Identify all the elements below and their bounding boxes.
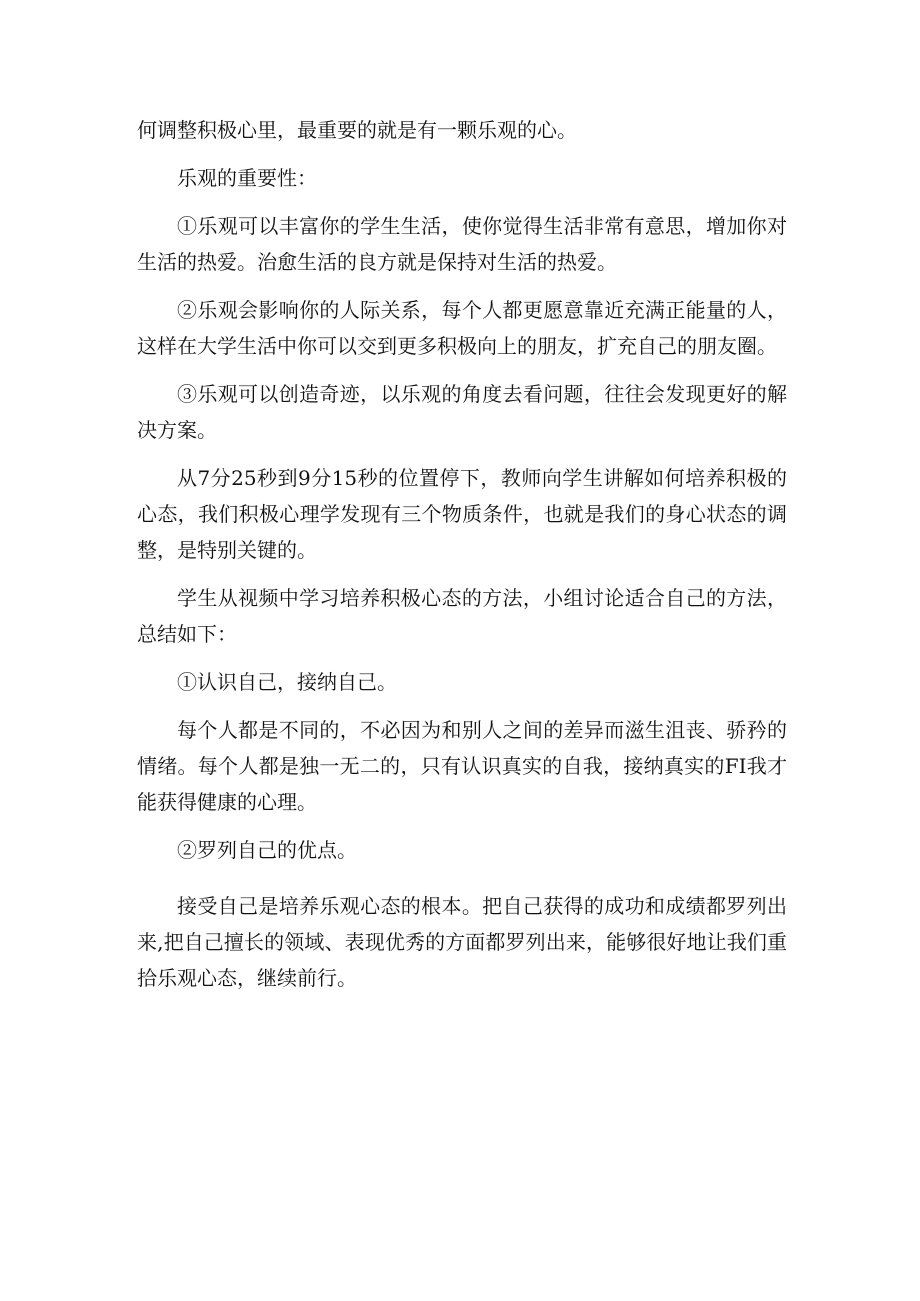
paragraph-continuation: 何调整积极心里，最重要的就是有一颗乐观的心。: [137, 118, 577, 142]
paragraph-video-segment: 从7分25秒到9分15秒的位置停下，教师向学生讲解如何培养积极的心态，我们积极心理学发现有三个物质条件，也就是我们的身心状态的调整，是特别关键的。: [137, 466, 787, 562]
paragraph-method-1-body: 每个人都是不同的，不必因为和别人之间的差异而滋生沮丧、骄矜的情绪。每个人都是独一无二的，只有认识真实的自我，接纳真实的FI我才能获得健康的心理。: [137, 718, 787, 814]
paragraph-method-1-heading: ①认识自己，接纳自己。: [177, 670, 397, 694]
paragraph-point-1: ①乐观可以丰富你的学生生活，使你觉得生活非常有意思，增加你对生活的热爱。治愈生活的良方就是保持对生活的热爱。: [137, 214, 787, 274]
paragraph-point-3: ③乐观可以创造奇迹，以乐观的角度去看问题，往往会发现更好的解决方案。: [137, 382, 787, 442]
paragraph-point-2: ②乐观会影响你的人际关系，每个人都更愿意靠近充满正能量的人，这样在大学生活中你可以交到更多积极向上的朋友，扩充自己的朋友圈。: [137, 298, 787, 358]
paragraph-method-2-body: 接受自己是培养乐观心态的根本。把自己获得的成功和成绩都罗列出来,把自己擅长的领域、表现优秀的方面都罗列出来，能够很好地让我们重拾乐观心态，继续前行。: [137, 894, 787, 990]
paragraph-group-discussion: 学生从视频中学习培养积极心态的方法，小组讨论适合自己的方法，总结如下：: [137, 586, 787, 646]
paragraph-importance-heading: 乐观的重要性：: [177, 166, 317, 190]
paragraph-method-2-heading: ②罗列自己的优点。: [177, 838, 357, 862]
document-body: [137, 112, 787, 1008]
